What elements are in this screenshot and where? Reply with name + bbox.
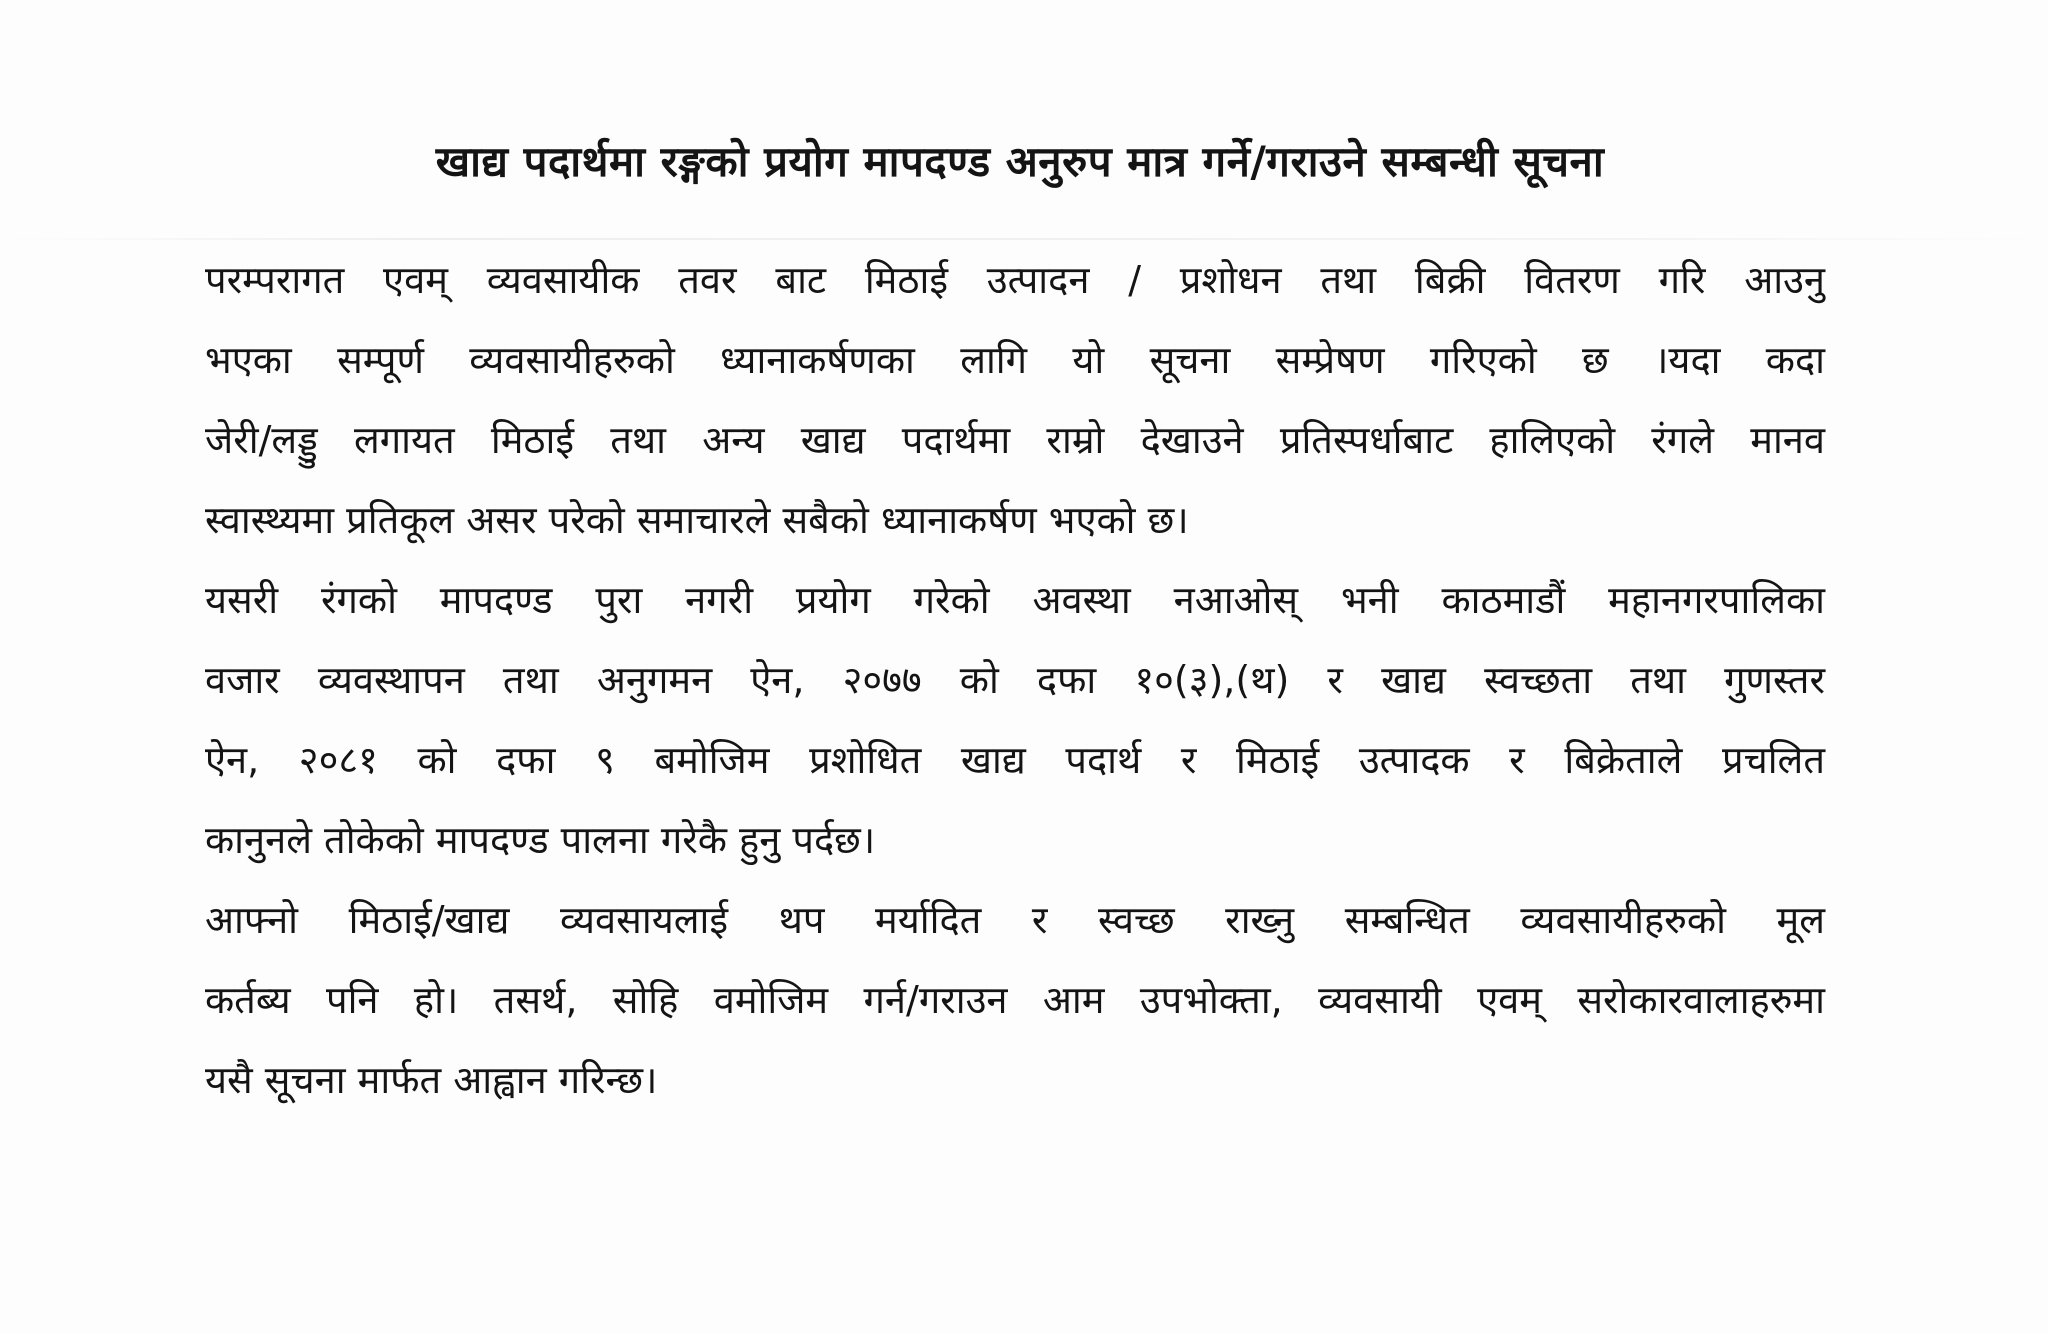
paragraph-line: स्वास्थ्यमा प्रतिकूल असर परेको समाचारले सबैको ध्यानाकर्षण भएको छ। xyxy=(205,498,1189,542)
paragraph-line: वजार व्यवस्थापन तथा अनुगमन ऐन, २०७७ को दफा १०(३),(थ) र खाद्य स्वच्छता तथा गुणस्तर xyxy=(205,658,1825,702)
paragraph-3 xyxy=(205,880,1825,1120)
paragraph-line: कर्तब्य पनि हो। तसर्थ, सोहि वमोजिम गर्न/गराउन आम उपभोक्ता, व्यवसायी एवम् सरोकारवालाहरुमा xyxy=(205,978,1825,1022)
paragraph-line: यसै सूचना मार्फत आह्वान गरिन्छ। xyxy=(205,1058,658,1102)
paragraph-1 xyxy=(205,240,1825,560)
paragraph-line: भएका सम्पूर्ण व्यवसायीहरुको ध्यानाकर्षणका लागि यो सूचना सम्प्रेषण गरिएको छ ।यदा कदा xyxy=(205,338,1825,382)
paragraph-line: आफ्नो मिठाई/खाद्य व्यवसायलाई थप मर्यादित र स्वच्छ राख्नु सम्बन्धित व्यवसायीहरुको मूल xyxy=(205,898,1825,942)
paragraph-line: ऐन, २०८१ को दफा ९ बमोजिम प्रशोधित खाद्य पदार्थ र मिठाई उत्पादक र बिक्रेताले प्रचलित xyxy=(205,738,1825,782)
paragraph-line: कानुनले तोकेको मापदण्ड पालना गरेकै हुनु पर्दछ। xyxy=(205,818,876,862)
paragraph-line: जेरी/लड्डु लगायत मिठाई तथा अन्य खाद्य पदार्थमा राम्रो देखाउने प्रतिस्पर्धाबाट हालिएको रंगले मानव xyxy=(205,418,1825,462)
paragraph-line: परम्परागत एवम् व्यवसायीक तवर बाट मिठाई उत्पादन / प्रशोधन तथा बिक्री वितरण गरि आउनु xyxy=(205,258,1825,302)
notice-title: खाद्य पदार्थमा रङ्गको प्रयोग मापदण्ड अनुरुप मात्र गर्ने/गराउने सम्बन्धी सूचना xyxy=(435,137,1605,186)
paragraph-2 xyxy=(205,560,1825,880)
paragraph-line: यसरी रंगको मापदण्ड पुरा नगरी प्रयोग गरेको अवस्था नआओस् भनी काठमाडौं महानगरपालिका xyxy=(205,578,1825,622)
